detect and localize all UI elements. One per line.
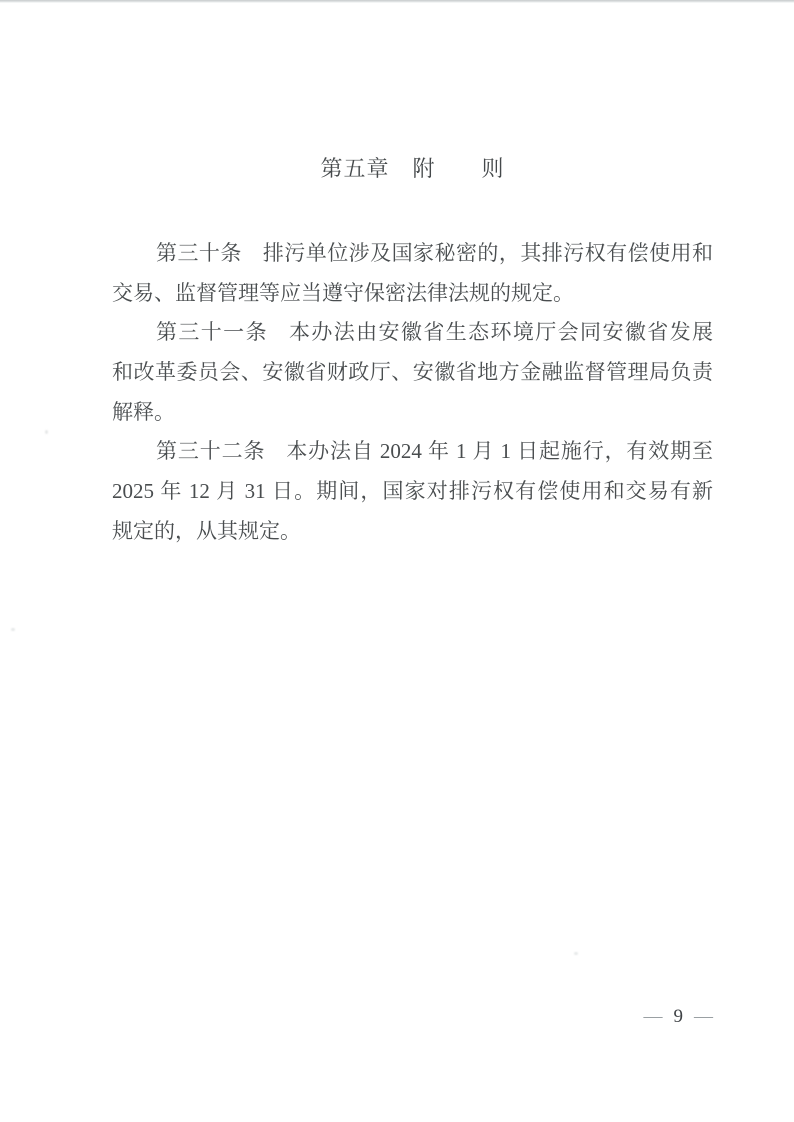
scan-top-edge <box>0 0 794 3</box>
text-line <box>112 313 713 353</box>
scan-speck <box>11 628 15 631</box>
chapter-heading: 第五章 附 则 <box>320 156 505 181</box>
article-text: 本办法由安徽省生态环境厅会同安徽省发展 <box>288 320 714 345</box>
page-number <box>644 1003 714 1031</box>
article-number-label: 第三十条 <box>156 241 242 265</box>
text-line <box>112 234 713 274</box>
text-line <box>112 472 713 512</box>
article-text: 排污单位涉及国家秘密的，其排污权有偿使用和 <box>262 241 714 265</box>
article-number-label: 第三十一条 <box>156 320 268 345</box>
text-line <box>112 393 713 433</box>
page-number-value: 9 <box>673 1006 683 1027</box>
article-paragraph <box>112 234 713 313</box>
article-text: 2025 年 12 月 31 日。期间，国家对排污权有偿使用和交易有新 <box>112 479 713 504</box>
page-number-dash-right: — <box>694 1006 713 1027</box>
text-line <box>112 353 713 393</box>
scan-speck <box>574 952 578 955</box>
article-paragraph <box>112 432 713 551</box>
article-text: 解释。 <box>112 399 175 424</box>
text-line <box>112 512 713 552</box>
article-paragraph <box>112 313 713 432</box>
text-line <box>112 274 713 314</box>
article-text: 和改革委员会、安徽省财政厅、安徽省地方金融监督管理局负责 <box>112 360 713 385</box>
page-number-dash-left: — <box>643 1006 663 1027</box>
document-body <box>112 234 713 552</box>
scan-speck <box>45 430 48 434</box>
article-text: 交易、监督管理等应当遵守保密法律法规的规定。 <box>112 280 574 305</box>
article-text: 规定的，从其规定。 <box>112 518 301 543</box>
article-text: 本办法自 2024 年 1 月 1 日起施行，有效期至 <box>286 439 714 464</box>
text-line <box>112 432 713 472</box>
article-number-label: 第三十二条 <box>156 439 266 464</box>
